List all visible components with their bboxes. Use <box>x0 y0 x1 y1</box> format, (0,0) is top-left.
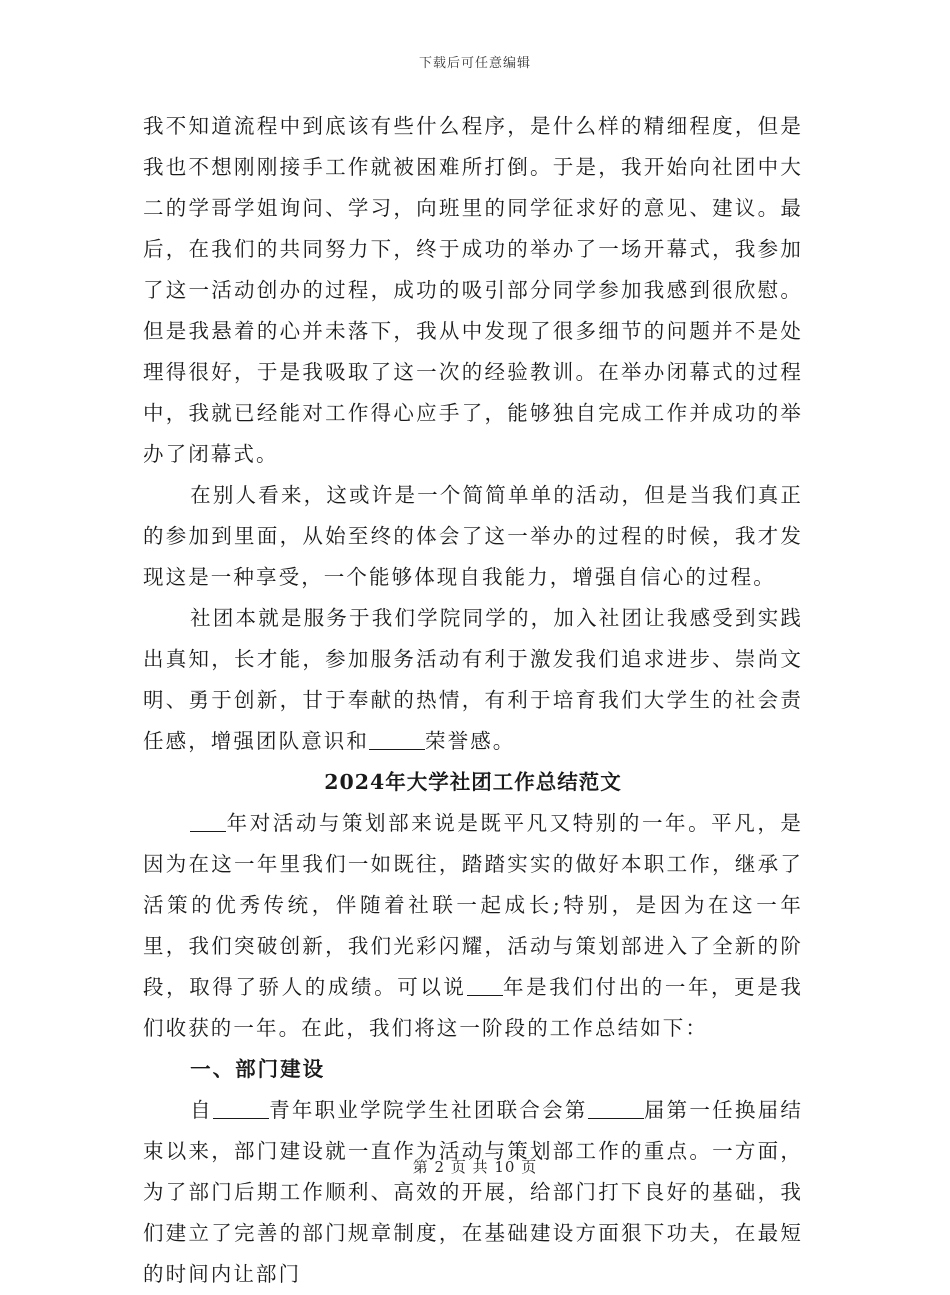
fill-blank <box>369 725 425 750</box>
paragraph-1: 我不知道流程中到底该有些什么程序，是什么样的精细程度，但是我也不想刚刚接手工作就被困难所打倒。于是，我开始向社团中大二的学哥学姐询问、学习，向班里的同学征求好的意见、建议。最后，在我们的共同努力下，终于成功的举办了一场开幕式，我参加了这一活动创办的过程，成功的吸引部分同学参加我感到很欣慰。但是我悬着的心并未落下，我从中发现了很多细节的问题并不是处理得很好，于是我吸取了这一次的经验教训。在举办闭幕式的过程中，我就已经能对工作得心应手了，能够独自完成工作并成功的举办了闭幕式。 <box>143 114 803 466</box>
fill-blank <box>467 971 503 996</box>
fill-blank <box>588 1094 644 1119</box>
paragraph-4-tail: 年是我们付出的一年，更是我们收获的一年。在此，我们将这一阶段的工作总结如下： <box>143 975 803 1040</box>
page-header: 下载后可任意编辑 <box>418 56 531 71</box>
paragraph-4 <box>143 803 803 1049</box>
section-heading-1: 一、部门建设 <box>190 1057 326 1081</box>
fill-blank <box>213 1094 269 1119</box>
page-number: 第 2 页 共 10 页 <box>412 1158 538 1176</box>
document-body <box>143 106 803 1295</box>
paragraph-5-middle: 青年职业学院学生社团联合会第 <box>268 1098 588 1122</box>
paragraph-5-start: 自 <box>190 1098 213 1122</box>
document-title: 2024年大学社团工作总结范文 <box>324 770 622 794</box>
paragraph-4-text: 年对活动与策划部来说是既平凡又特别的一年。平凡，是因为在这一年里我们一如既往，踏踏实实的做好本职工作，继承了活策的优秀传统，伴随着社联一起成长;特别，是因为在这一年里，我们突破创新，我们光彩闪耀，活动与策划部进入了全新的阶段，取得了骄人的成绩。可以说 <box>143 811 803 999</box>
fill-blank <box>190 807 226 832</box>
paragraph-5 <box>143 1090 803 1295</box>
paragraph-3-tail: 荣誉感。 <box>425 729 516 753</box>
paragraph-5-end: 届第一任换届结束以来，部门建设就一直作为活动与策划部工作的重点。一方面，为了部门后期工作顺利、高效的开展，给部门打下良好的基础，我们建立了完善的部门规章制度，在基础建设方面狠下功夫，在最短的时间内让部门 <box>143 1098 803 1286</box>
paragraph-3-text: 社团本就是服务于我们学院同学的，加入社团让我感受到实践出真知，长才能，参加服务活动有利于激发我们追求进步、崇尚文明、勇于创新，甘于奉献的热情，有利于培育我们大学生的社会责任感，增强团队意识和 <box>143 606 803 753</box>
paragraph-2: 在别人看来，这或许是一个简简单单的活动，但是当我们真正的参加到里面，从始至终的体会了这一举办的过程的时候，我才发现这是一种享受，一个能够体现自我能力，增强自信心的过程。 <box>143 483 803 589</box>
paragraph-3 <box>143 598 803 762</box>
